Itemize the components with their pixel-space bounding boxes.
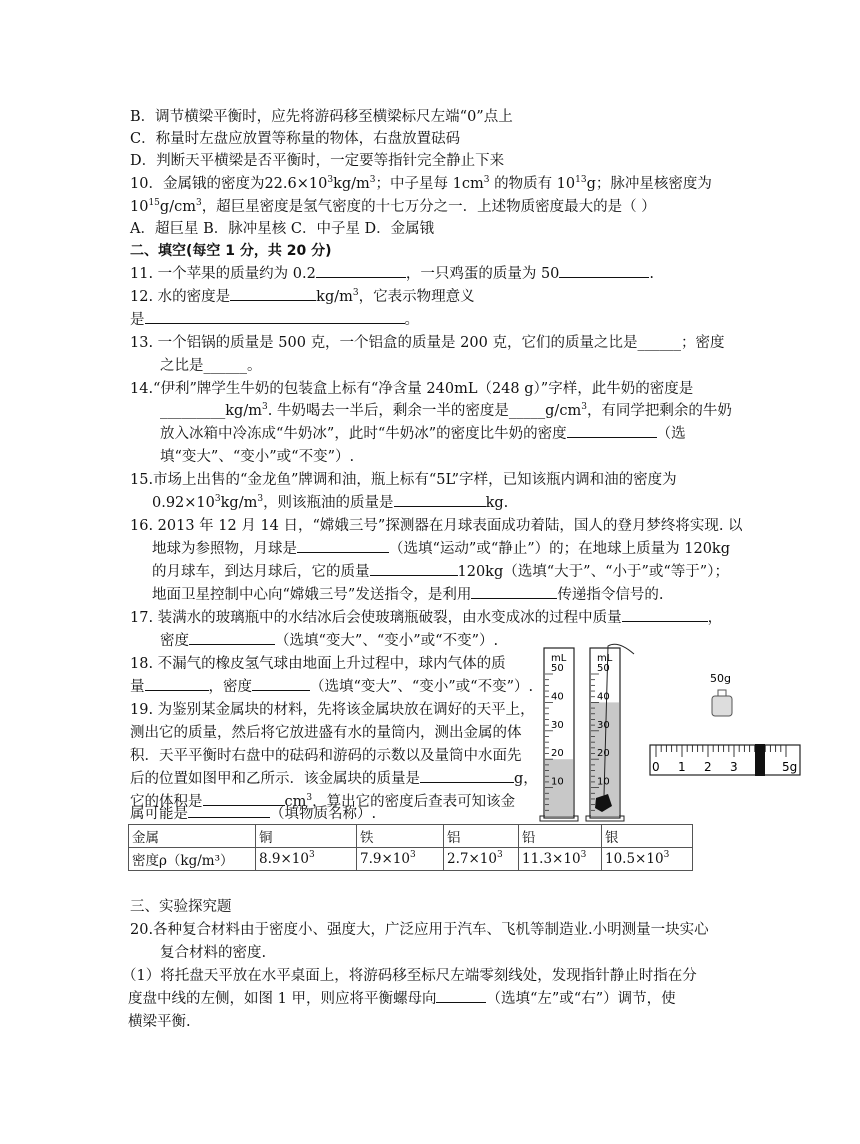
cylinder-tick-label: 20 (551, 748, 564, 760)
q11: 11. 一个苹果的质量约为 0.2 ，一只鸡蛋的质量为 50 . (130, 263, 654, 285)
table-cell: $10.5\times 10^3$ (602, 848, 693, 871)
q15-line1: 15.市场上出售的“金龙鱼”牌调和油，瓶上标有“5L”字样，已知该瓶内调和油的密度为 (130, 472, 677, 488)
q16-blank-3[interactable] (471, 584, 557, 599)
table-cell: 金属 (129, 825, 256, 848)
q19-blank-3[interactable] (188, 803, 270, 818)
q10-line2: $10^{15}g/cm^3$，超巨星密度是氢气密度的十七万分之一．上述物质密度最大的是（ ） (130, 198, 656, 215)
section3-title: 三、实验探究题 (130, 899, 232, 915)
q16-blank-1[interactable] (297, 538, 389, 553)
density-table (128, 824, 693, 871)
q16-line4: 地面卫星控制中心向“嫦娥三号”发送指令，是利用 传递指令信号的. (152, 584, 663, 606)
table-header-row (129, 825, 693, 848)
q9-option-b: B．调节横梁平衡时，应先将游码移至横梁标尺左端“0”点上 (130, 109, 513, 125)
table-cell: 密度ρ（kg/m³） (129, 848, 256, 871)
q19-line6: 属可能是 （填物质名称）. (130, 803, 376, 825)
table-cell: 铝 (444, 825, 519, 848)
cylinder-tick-label: 40 (597, 691, 610, 703)
q20-line3: （1）将托盘天平放在水平桌面上，将游码移至标尺左端零刻线处，发现指针静止时指在分 (122, 968, 697, 984)
q17-blank-2[interactable] (189, 630, 275, 645)
q11-blank-1[interactable] (316, 263, 406, 278)
q14-line2: $\_\_\_\_\_\_\_\_\_kg/m^3$. 牛奶喝去一半后，剩余一半的密度是$\_\_\_\_\_g/cm^3$，有同学把剩余的牛奶 (160, 402, 732, 419)
cylinder-unit-label: mL (597, 653, 613, 664)
q16-line2: 地球为参照物，月球是 （选填“运动”或“静止”）的；在地球上质量为 120kg (152, 538, 730, 560)
q16-line1: 16. 2013 年 12 月 14 日，“嫦娥三号”探测器在月球表面成功着陆，国人的登月梦终将实现. 以 (130, 518, 743, 534)
q20-blank[interactable] (436, 988, 486, 1003)
q12-line2: 是 。 (130, 309, 419, 331)
table-cell: 铅 (519, 825, 602, 848)
cylinder-tick-label: 40 (551, 691, 564, 703)
table-cell: 银 (602, 825, 693, 848)
ruler-tick-label: 3 (730, 760, 738, 774)
section2-title: 二、填空(每空 1 分，共 20 分) (130, 243, 332, 259)
ruler-tick-label: 5g (782, 760, 798, 774)
weight-50g (710, 672, 732, 716)
q18-blank-1[interactable] (145, 676, 209, 691)
table-cell: $11.3\times 10^3$ (519, 848, 602, 871)
measurement-figures (538, 640, 828, 826)
q20-line2: 复合材料的密度. (160, 945, 267, 961)
q16-blank-2[interactable] (370, 561, 458, 576)
ruler-tick-label: 2 (704, 760, 712, 774)
cylinder-tick-label: 30 (551, 719, 564, 731)
q14-line4: 填“变大”、“变小”或“不变”）. (160, 449, 355, 465)
cylinder-unit-label: mL (551, 653, 567, 664)
q11-blank-2[interactable] (559, 263, 649, 278)
cylinder-tick-label: 10 (551, 776, 564, 788)
cylinder-tick-label: 20 (597, 748, 610, 760)
q16-line3: 的月球车，到达月球后，它的质量 120kg（选填“大于”、“小于”或“等于”）； (152, 561, 729, 583)
cylinder-tick-label: 50 (597, 663, 610, 674)
table-cell: $8.9\times 10^3$ (256, 848, 357, 871)
q14-line1: 14.“伊利”牌学生牛奶的包装盒上标有“净含量 240mL（248 g）”字样，此牛奶的密度是 (130, 381, 694, 397)
q14-blank[interactable] (567, 423, 657, 438)
table-cell: 铜 (256, 825, 357, 848)
q18-line2: 量 ，密度 （选填“变大”、“变小”或“不变”）. (130, 676, 533, 698)
q15-blank[interactable] (394, 492, 486, 507)
q19-line5: 它的体积是 $cm^3$，算出它的密度后查表可知该金 (130, 793, 516, 810)
ruler-tick-label: 1 (678, 760, 686, 774)
q20-line1: 20.各种复合材料由于密度小、强度大，广泛应用于汽车、飞机等制造业.小明测量一块实心 (130, 922, 709, 938)
table-cell: 铁 (357, 825, 444, 848)
q13-line2: 之比是______。 (160, 358, 262, 374)
q14-line3: 放入冰箱中冷冻成“牛奶冰”，此时“牛奶冰”的密度比牛奶的密度 （选 (160, 423, 686, 445)
q20-line4: 度盘中线的左侧，如图 1 甲，则应将平衡螺母向 （选填“左”或“右”）调节，使 (128, 988, 676, 1010)
q10-options: A．超巨星 B．脉冲星核 C．中子星 D．金属锇 (130, 221, 435, 237)
q12-line1: 12. 水的密度是 $kg/m^3$，它表示物理意义 (130, 288, 475, 305)
table-cell: $7.9\times 10^3$ (357, 848, 444, 871)
q20-line5: 横梁平衡. (128, 1014, 191, 1030)
q9-option-d: D．判断天平横梁是否平衡时，一定要等指针完全静止下来 (130, 153, 505, 169)
q19-line4: 后的位置如图甲和乙所示．该金属块的质量是 g， (130, 768, 538, 790)
weight-label: 50g (710, 672, 731, 685)
q9-option-c: C．称量时左盘应放置等称量的物体，右盘放置砝码 (130, 131, 461, 147)
q19-line3: 积．天平平衡时右盘中的砝码和游码的示数以及量筒中水面先 (130, 748, 522, 764)
cylinder-tick-label: 50 (551, 663, 564, 674)
cylinder-tick-label: 30 (597, 719, 610, 731)
cylinder-tick-label: 10 (597, 776, 610, 788)
ruler-tick-label: 0 (652, 760, 660, 774)
q10-line1: 10．金属锇的密度为$22.6\times 10^3kg/m^3$；中子星每 $1cm^3$ 的物质有 $10^{13}g$；脉冲星核密度为 (130, 175, 712, 192)
q18-blank-2[interactable] (252, 676, 310, 691)
q12-blank-1[interactable] (230, 286, 316, 301)
graduated-cylinder-before (540, 648, 578, 821)
q17-line2: 密度 （选填“变大”、“变小”或“不变”）. (160, 630, 498, 652)
q13-line1: 13. 一个铝锅的质量是 500 克，一个铝盒的质量是 200 克，它们的质量之比是______；密度 (130, 335, 725, 351)
q12-blank-2[interactable] (145, 309, 405, 324)
q17-blank-1[interactable] (622, 607, 708, 622)
table-row (129, 848, 693, 871)
graduated-cylinder-after (586, 644, 634, 821)
q19-line1: 19. 为鉴别某金属块的材料，先将该金属块放在调好的天平上， (130, 702, 535, 718)
q15-line2: $0.92\times 10^3kg/m^3$，则该瓶油的质量是 kg. (152, 494, 509, 511)
q19-line2: 测出它的质量，然后将它放进盛有水的量筒内，测出金属的体 (130, 725, 522, 741)
q17-line1: 17. 装满水的玻璃瓶中的水结冰后会使玻璃瓶破裂，由水变成冰的过程中质量 ， (130, 607, 722, 629)
balance-ruler (650, 744, 800, 776)
table-cell: $2.7\times 10^3$ (444, 848, 519, 871)
q19-blank-1[interactable] (420, 768, 514, 783)
q18-line1: 18. 不漏气的橡皮氢气球由地面上升过程中，球内气体的质 (130, 656, 506, 672)
rider (755, 744, 765, 776)
